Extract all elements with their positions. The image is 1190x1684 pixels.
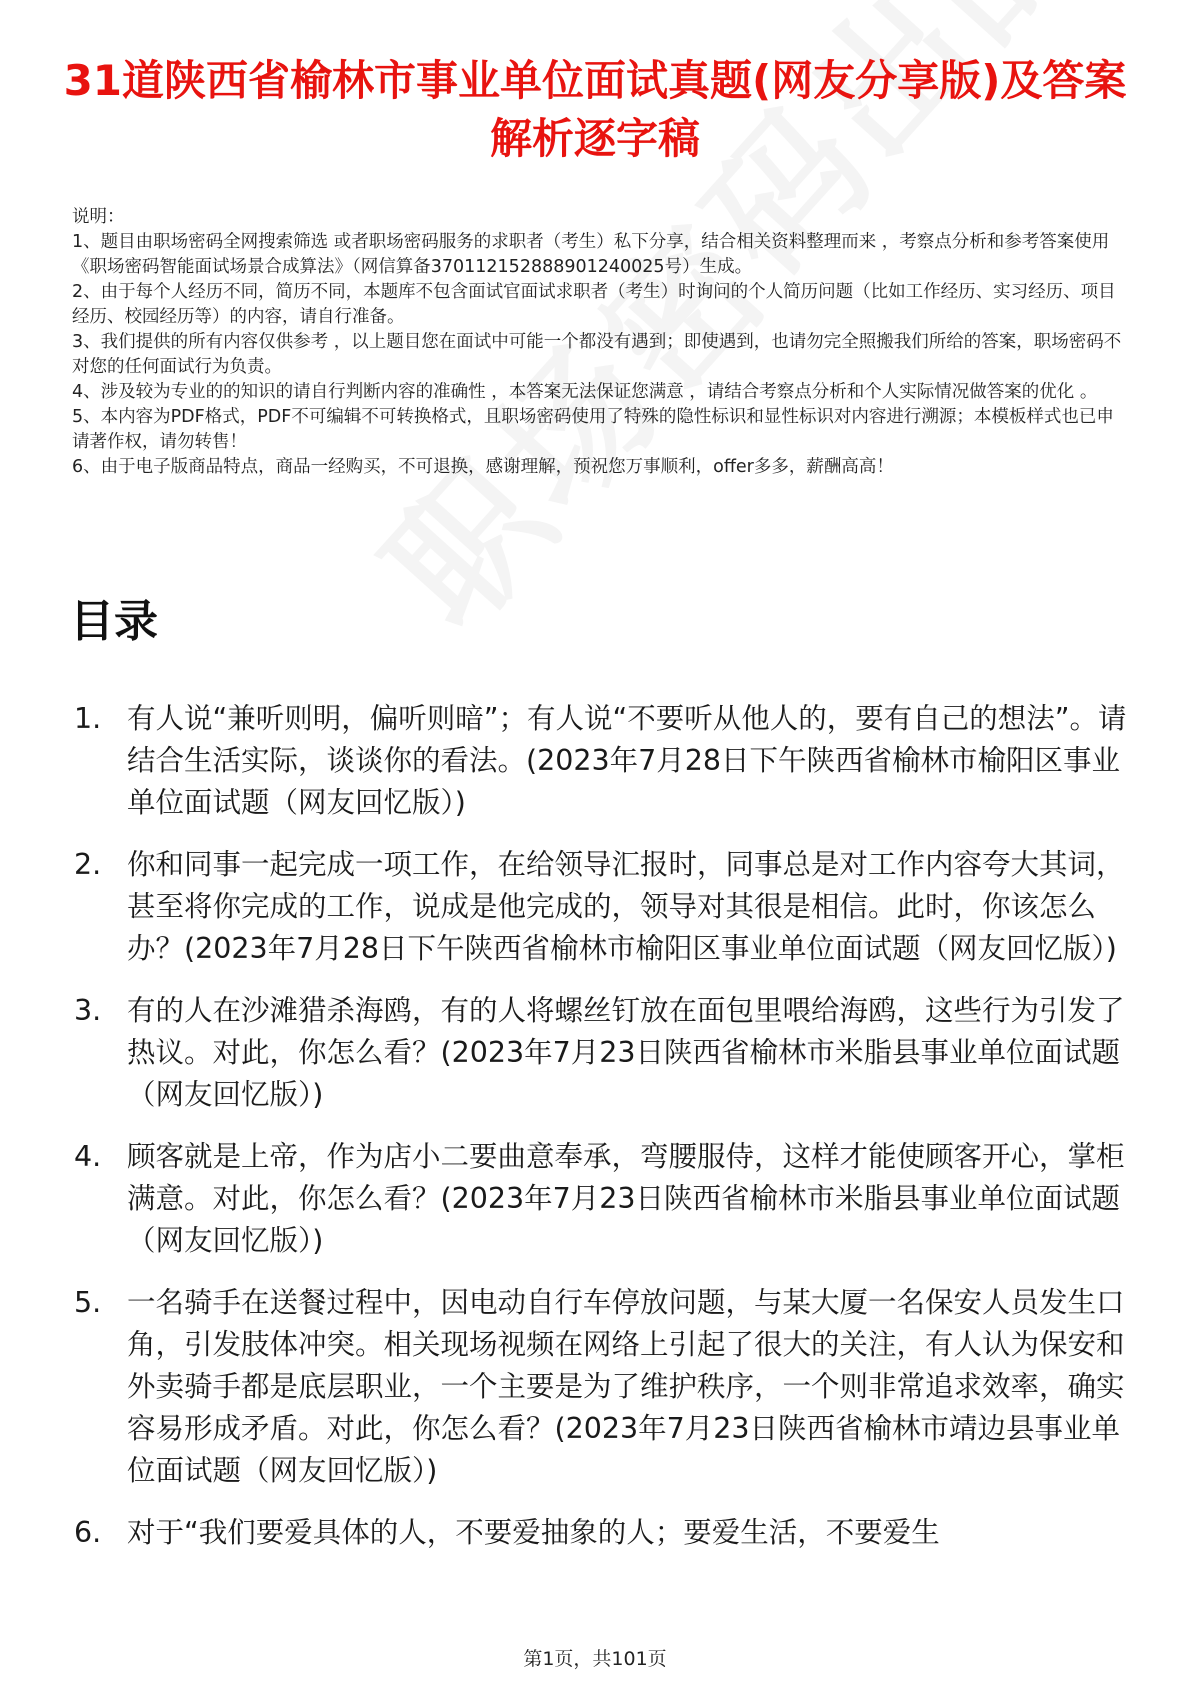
toc-list (72, 698, 1132, 1574)
toc-item-number: 2. (74, 848, 102, 881)
toc-item-text: 有人说“兼听则明，偏听则暗”；有人说“不要听从他人的，要有自己的想法”。请结合生活实际，谈谈你的看法。(2023年7月28日下午陕西省榆林市榆阳区事业单位面试题（网友回忆版）) (127, 702, 1127, 819)
toc-item[interactable] (72, 1282, 1132, 1492)
notes-item: 2、由于每个人经历不同，简历不同，本题库不包含面试官面试求职者（考生）时询问的个人简历问题（比如工作经历、实习经历、项目经历、校园经历等）的内容，请自行准备。 (72, 282, 1116, 327)
toc-item[interactable] (72, 1136, 1132, 1262)
toc-item[interactable] (72, 1512, 1132, 1554)
toc-item-text: 顾客就是上帝，作为店小二要曲意奉承，弯腰服侍，这样才能使顾客开心，掌柜满意。对此，你怎么看？(2023年7月23日陕西省榆林市米脂县事业单位面试题（网友回忆版）) (127, 1140, 1125, 1257)
notes-item: 6、由于电子版商品特点，商品一经购买，不可退换，感谢理解，预祝您万事顺利，offer多多，薪酬高高！ (72, 457, 894, 477)
notes-item: 1、题目由职场密码全网搜索筛选 或者职场密码服务的求职者（考生）私下分享，结合相关资料整理而来 ，考察点分析和参考答案使用《职场密码智能面试场景合成算法》（网信算备370112152888901240025号）生成。 (72, 232, 1110, 277)
toc-item-number: 3. (74, 994, 102, 1027)
toc-item[interactable] (72, 990, 1132, 1116)
page-footer: 第1页，共101页 (523, 1648, 667, 1670)
toc-item[interactable] (72, 844, 1132, 970)
toc-item-number: 4. (74, 1140, 102, 1173)
notes-item: 4、涉及较为专业的的知识的请自行判断内容的准确性 ，本答案无法保证您满意 ，请结合考察点分析和个人实际情况做答案的优化 。 (72, 382, 1098, 402)
document-title: 31道陕西省榆林市事业单位面试真题(网友分享版)及答案解析逐字稿 (63, 56, 1127, 163)
toc-heading: 目录 (70, 596, 158, 647)
toc-item-text: 一名骑手在送餐过程中，因电动自行车停放问题，与某大厦一名保安人员发生口角，引发肢体冲突。相关现场视频在网络上引起了很大的关注，有人认为保安和外卖骑手都是底层职业，一个主要是为了维护秩序，一个则非常追求效率，确实容易形成矛盾。对此，你怎么看？(2023年7月23日陕西省榆林市靖边县事业单位面试题（网友回忆版）) (127, 1286, 1125, 1487)
toc-item-text: 对于“我们要爱具体的人，不要爱抽象的人；要爱生活，不要爱生 (127, 1516, 940, 1549)
toc-item[interactable] (72, 698, 1132, 824)
toc-item-number: 5. (74, 1286, 102, 1319)
toc-item-number: 6. (74, 1516, 102, 1549)
notes-item: 5、本内容为PDF格式，PDF不可编辑不可转换格式，且职场密码使用了特殊的隐性标识和显性标识对内容进行溯源；本模板样式也已申请著作权，请勿转售！ (72, 407, 1114, 452)
toc-item-text: 有的人在沙滩猎杀海鸥，有的人将螺丝钉放在面包里喂给海鸥，这些行为引发了热议。对此，你怎么看？(2023年7月23日陕西省榆林市米脂县事业单位面试题（网友回忆版）) (127, 994, 1125, 1111)
toc-item-number: 1. (74, 702, 102, 735)
notes-item: 3、我们提供的所有内容仅供参考 ，以上题目您在面试中可能一个都没有遇到；即使遇到，也请勿完全照搬我们所给的答案，职场密码不对您的任何面试行为负责。 (72, 332, 1122, 377)
toc-item-text: 你和同事一起完成一项工作，在给领导汇报时，同事总是对工作内容夸大其词，甚至将你完成的工作，说成是他完成的，领导对其很是相信。此时，你该怎么办？(2023年7月28日下午陕西省榆林市榆阳区事业单位面试题（网友回忆版）) (127, 848, 1125, 965)
notes-heading: 说明： (72, 207, 125, 227)
notes-section (72, 205, 1127, 480)
